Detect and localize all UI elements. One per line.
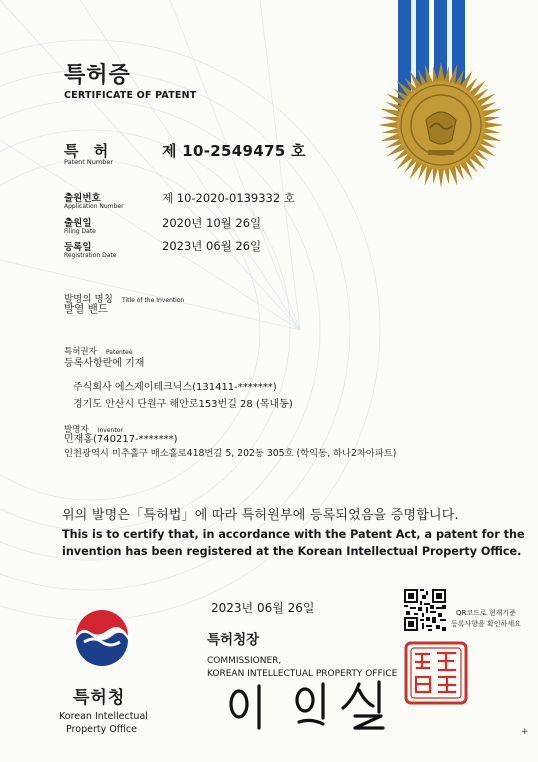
patentee-label-en: Patentee <box>105 349 133 356</box>
corner-mark: + <box>521 727 529 737</box>
certification-statement-ko: 위의 발명은「특허법」에 따라 특허원부에 등록되었음을 증명합니다. <box>62 508 459 523</box>
qr-note-line1: QR코드로 현재기준 <box>456 609 516 617</box>
certification-statement-en-line2: invention has been registered at the Korean Intellectual Property Office. <box>62 545 522 558</box>
commissioner-title-ko: 특허청장 <box>207 632 260 648</box>
certificate-title: 특허증 <box>64 63 131 88</box>
application-number-label-en: Application Number <box>64 203 124 210</box>
filing-date-value: 2020년 10월 26일 <box>162 216 262 230</box>
gold-seal-icon <box>378 62 504 188</box>
invention-label-ko: 발명의 명칭 <box>64 294 113 305</box>
inventor-address: 인천광역시 미추홀구 매소홀로418번길 5, 202동 305호 (학익동, 하나2차아파트) <box>64 448 397 459</box>
office-name-en-line1: Korean Intellectual <box>59 711 148 722</box>
kipo-logo-icon <box>70 606 134 670</box>
commissioner-signature-icon <box>215 678 395 736</box>
invention-label-en: Title of the Invention <box>122 297 185 304</box>
registration-date-value: 2023년 06월 26일 <box>162 239 262 253</box>
patentee-address: 경기도 안산시 단원구 해안로153번길 28 (목내동) <box>73 399 293 410</box>
patentee-note: 등록사항란에 기재 <box>64 358 145 369</box>
patent-number-label-en: Patent Number <box>64 158 114 166</box>
office-name-en-line2: Property Office <box>66 724 137 735</box>
office-name-ko: 특허청 <box>73 688 126 708</box>
inventor-name: 민재홍(740217-*******) <box>64 434 178 445</box>
registration-date-label-en: Registration Date <box>64 252 117 259</box>
commissioner-title-en-line1: COMMISSIONER, <box>207 656 282 666</box>
red-official-stamp-icon <box>403 640 469 706</box>
certification-statement-en-line1: This is to certify that, in accordance with the Patent Act, a patent for the <box>62 528 525 541</box>
filing-date-label: 출원일 <box>64 218 92 229</box>
issue-date: 2023년 06월 26일 <box>211 601 315 615</box>
patent-number-value: 제 10-2549475 호 <box>162 142 306 160</box>
certificate-title-en: CERTIFICATE OF PATENT <box>64 90 197 101</box>
qr-code-icon[interactable] <box>404 589 446 631</box>
commissioner-title-en-line2: KOREAN INTELLECTUAL PROPERTY OFFICE <box>207 669 398 679</box>
patentee-name: 주식회사 에스제이테크닉스(131411-*******) <box>73 382 277 393</box>
filing-date-label-en: Filing Date <box>64 228 96 235</box>
application-number-value: 제 10-2020-0139332 호 <box>162 191 295 205</box>
registration-date-label: 등록일 <box>64 242 92 253</box>
qr-note-line2: 등록사항을 확인하세요 <box>451 620 521 628</box>
application-number-label: 출원번호 <box>64 193 101 204</box>
inventor-label-en: Inventor <box>97 427 123 434</box>
invention-title-value: 발열 밴드 <box>64 303 108 315</box>
inventor-label-ko: 발명자 <box>64 425 89 435</box>
patentee-label-ko: 특허권자 <box>64 347 97 357</box>
patent-number-label: 특 허 <box>64 142 114 160</box>
